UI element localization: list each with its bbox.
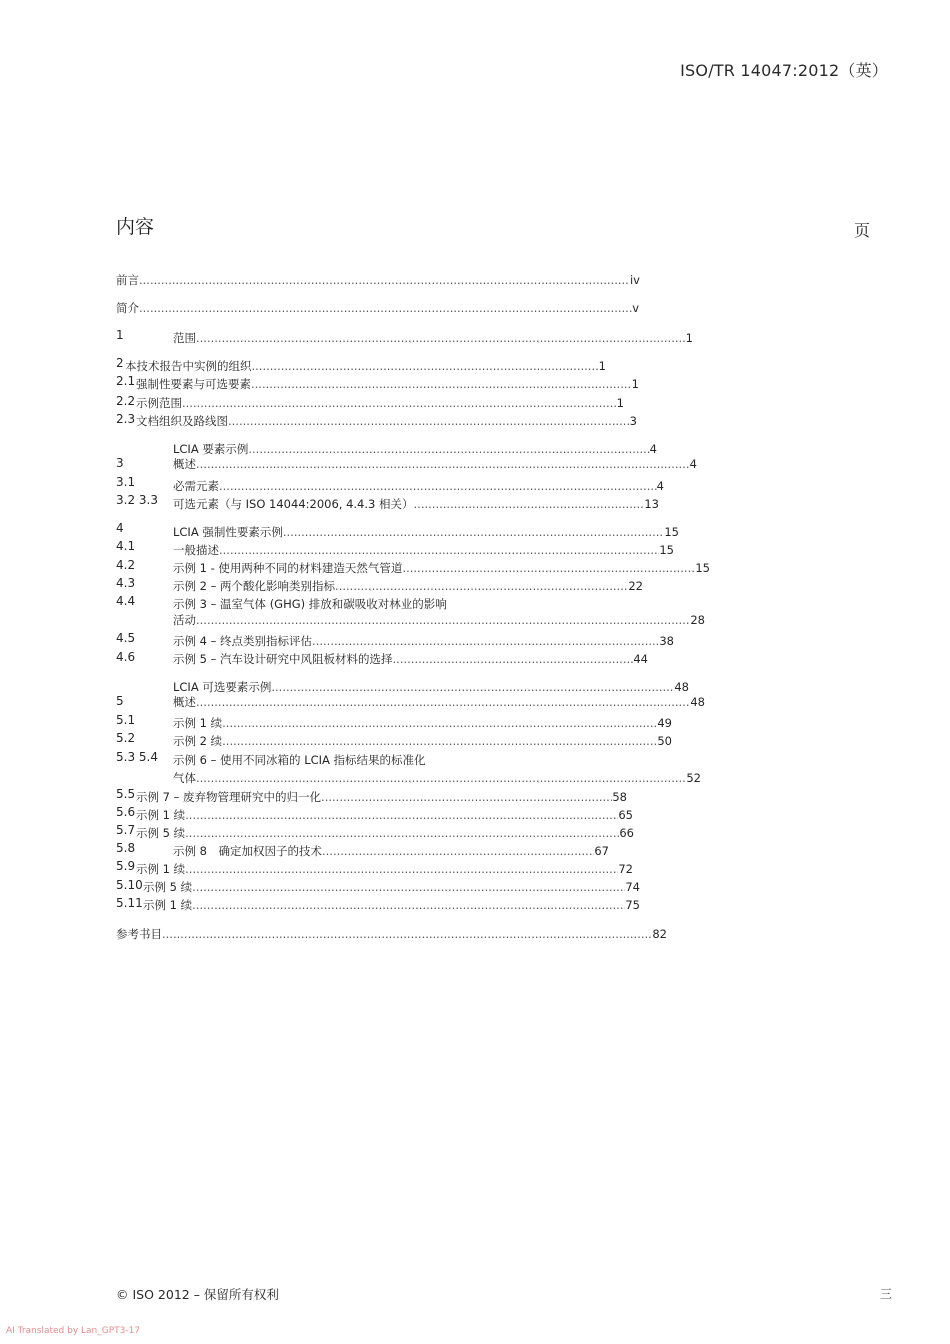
section-number: 2.1 xyxy=(116,374,136,388)
toc-entry-overview[interactable] xyxy=(173,457,697,471)
toc-entry-example-2-cont[interactable] xyxy=(173,734,672,748)
dot-leader xyxy=(139,273,630,287)
section-number: 4 xyxy=(116,521,124,535)
toc-entry-text: 可选元素（与 ISO 14044:2006, 4.4.3 相关） xyxy=(173,497,414,511)
toc-entry-text: 气体 xyxy=(173,771,196,785)
toc-entry-text: 参考书目 xyxy=(116,927,162,941)
dot-leader xyxy=(393,652,634,666)
dot-leader xyxy=(219,543,659,557)
translation-credit: AI Translated by Lan_GPT3-17 xyxy=(6,1326,141,1336)
toc-entry-page: 82 xyxy=(652,927,667,941)
toc-entry-text: 示例 1 - 使用两种不同的材料建造天然气管道 xyxy=(173,561,403,575)
dot-leader xyxy=(192,880,625,894)
dot-leader xyxy=(196,457,690,471)
section-number: 3.1 xyxy=(116,475,136,489)
toc-entry-text: 示例 2 续 xyxy=(173,734,223,748)
toc-entry-roadmap[interactable] xyxy=(136,414,637,428)
dot-leader xyxy=(196,613,690,627)
page-number: 三 xyxy=(880,1287,893,1301)
toc-entry-page: 1 xyxy=(598,359,606,373)
toc-entry-text: 强制性要素与可选要素 xyxy=(136,377,251,391)
toc-entry-text: 活动 xyxy=(173,613,196,627)
dot-leader xyxy=(196,695,690,709)
dot-leader xyxy=(222,716,657,730)
toc-entry-bibliography[interactable] xyxy=(116,927,667,941)
toc-entry-example-5-cont-2[interactable] xyxy=(143,880,640,894)
toc-entry-text: LCIA 强制性要素示例 xyxy=(173,525,283,539)
dot-leader xyxy=(196,331,686,345)
toc-entry-page: 66 xyxy=(619,826,634,840)
toc-entry-page: 50 xyxy=(657,734,672,748)
toc-entry-page: 48 xyxy=(674,680,689,694)
toc-entry-page: 15 xyxy=(664,525,679,539)
toc-entry-text: 示例 4 – 终点类别指标评估 xyxy=(173,634,313,648)
toc-entry-page: 38 xyxy=(659,634,674,648)
toc-entry-page: 3 xyxy=(629,414,637,428)
section-number: 4.5 xyxy=(116,631,136,645)
toc-entry-example-6-line-2[interactable] xyxy=(173,771,701,785)
toc-entry-page: 1 xyxy=(685,331,693,345)
toc-entry-example-6-line-1[interactable]: 示例 6 – 使用不同冰箱的 LCIA 指标结果的标准化 xyxy=(173,753,426,767)
toc-entry-page: 48 xyxy=(690,695,705,709)
toc-entry-scope[interactable] xyxy=(173,331,693,345)
section-number: 2.2 xyxy=(116,394,136,408)
toc-entry-example-8[interactable] xyxy=(173,844,609,858)
section-number: 5.8 xyxy=(116,841,136,855)
toc-entry-page: 15 xyxy=(659,543,674,557)
dot-leader xyxy=(283,525,665,539)
section-number: 4.3 xyxy=(116,576,136,590)
dot-leader xyxy=(192,898,625,912)
toc-entry-example-3-line-2[interactable] xyxy=(173,613,705,627)
dot-leader xyxy=(228,414,630,428)
toc-entry-general-description[interactable] xyxy=(173,543,674,557)
section-number: 5 xyxy=(116,694,124,708)
toc-entry-text: 示例 1 续 xyxy=(136,862,186,876)
toc-entry-example-5-cont[interactable] xyxy=(136,826,634,840)
toc-entry-page: 72 xyxy=(618,862,633,876)
toc-entry-example-1[interactable] xyxy=(173,561,710,575)
dot-leader xyxy=(162,927,652,941)
dot-leader xyxy=(222,734,657,748)
dot-leader xyxy=(312,634,659,648)
toc-entry-text: 示例 1 续 xyxy=(143,898,193,912)
toc-entry-text: 简介 xyxy=(116,301,139,315)
toc-entry-required-elements[interactable] xyxy=(173,479,664,493)
toc-entry-page: 13 xyxy=(644,497,659,511)
toc-entry-text: 示例 5 续 xyxy=(143,880,193,894)
dot-leader xyxy=(402,561,695,575)
toc-entry-page: 75 xyxy=(625,898,640,912)
toc-entry-text: 示例 1 续 xyxy=(136,808,186,822)
toc-entry-text: LCIA 要素示例 xyxy=(173,442,249,456)
dot-leader xyxy=(414,497,645,511)
dot-leader xyxy=(322,844,594,858)
toc-entry-lcia-elements[interactable] xyxy=(173,442,657,456)
section-number: 2 xyxy=(116,356,124,370)
toc-entry-page: 4 xyxy=(656,479,664,493)
dot-leader xyxy=(271,680,674,694)
section-number: 3.2 3.3 xyxy=(116,493,158,507)
toc-entry-page: 4 xyxy=(689,457,697,471)
toc-entry-page: 49 xyxy=(657,716,672,730)
section-number: 1 xyxy=(116,328,124,342)
toc-entry-page: 1 xyxy=(631,377,639,391)
toc-entry-page: iv xyxy=(629,273,640,287)
toc-entry-example-scope[interactable] xyxy=(136,396,624,410)
toc-entry-text: 概述 xyxy=(173,457,196,471)
dot-leader xyxy=(219,479,657,493)
toc-entry-foreword[interactable] xyxy=(116,273,640,287)
document-reference: ISO/TR 14047:2012（英） xyxy=(680,61,888,80)
copyright-notice: © ISO 2012 – 保留所有权利 xyxy=(116,1287,279,1302)
toc-entry-page: 44 xyxy=(633,652,648,666)
dot-leader xyxy=(251,377,632,391)
dot-leader xyxy=(185,808,618,822)
section-number: 4.1 xyxy=(116,539,136,553)
section-number: 5.3 5.4 xyxy=(116,750,158,764)
toc-entry-mandatory-optional[interactable] xyxy=(136,377,639,391)
toc-entry-page: 67 xyxy=(594,844,609,858)
toc-entry-text: 示例 5 续 xyxy=(136,826,186,840)
dot-leader xyxy=(182,396,617,410)
section-number: 4.6 xyxy=(116,650,136,664)
toc-entry-text: 文档组织及路线图 xyxy=(136,414,228,428)
toc-entry-example-2[interactable] xyxy=(173,579,643,593)
toc-entry-page: 65 xyxy=(618,808,633,822)
toc-entry-text: 范围 xyxy=(173,331,196,345)
toc-entry-text: 前言 xyxy=(116,273,139,287)
toc-entry-text: 必需元素 xyxy=(173,479,219,493)
dot-leader xyxy=(185,826,619,840)
section-number: 5.2 xyxy=(116,731,136,745)
toc-entry-introduction[interactable] xyxy=(116,301,639,315)
dot-leader xyxy=(196,771,686,785)
dot-leader xyxy=(252,359,599,373)
toc-entry-optional-elements[interactable] xyxy=(173,497,659,511)
toc-entry-text: 一般描述 xyxy=(173,543,219,557)
toc-entry-text: LCIA 可选要素示例 xyxy=(173,680,272,694)
toc-entry-page: 28 xyxy=(690,613,705,627)
toc-entry-mandatory-examples[interactable] xyxy=(173,525,679,539)
toc-entry-text: 示例 5 – 汽车设计研究中风阻板材料的选择 xyxy=(173,652,393,666)
section-number: 2.3 xyxy=(116,412,136,426)
toc-entry-text: 示例 8 确定加权因子的技术 xyxy=(173,844,322,858)
section-number: 3 xyxy=(116,456,124,470)
toc-entry-example-4[interactable] xyxy=(173,634,674,648)
toc-entry-page: 4 xyxy=(649,442,657,456)
toc-entry-page: v xyxy=(632,301,639,315)
toc-entry-example-1-cont-3[interactable] xyxy=(136,862,633,876)
dot-leader xyxy=(335,579,628,593)
section-number: 5.1 xyxy=(116,713,136,727)
toc-entry-example-7[interactable] xyxy=(136,790,627,804)
toc-title: 内容 xyxy=(116,216,155,238)
section-number: 4.2 xyxy=(116,558,136,572)
toc-entry-text: 概述 xyxy=(173,695,196,709)
toc-entry-page: 74 xyxy=(625,880,640,894)
toc-entry-text: 示例 7 – 废弃物管理研究中的归一化 xyxy=(136,790,322,804)
dot-leader xyxy=(248,442,649,456)
toc-entry-page: 58 xyxy=(612,790,627,804)
toc-entry-page: 1 xyxy=(616,396,624,410)
toc-entry-example-3-line-1[interactable]: 示例 3 – 温室气体 (GHG) 排放和碳吸收对林业的影响 xyxy=(173,597,447,611)
section-number: 5.9 xyxy=(116,859,136,873)
section-number: 5.6 xyxy=(116,805,136,819)
section-number: 5.10 xyxy=(116,878,143,892)
page-column-label: 页 xyxy=(854,221,871,240)
toc-entry-example-1-cont-4[interactable] xyxy=(143,898,640,912)
section-number: 5.5 xyxy=(116,787,136,801)
section-number: 5.7 xyxy=(116,823,136,837)
dot-leader xyxy=(185,862,618,876)
toc-entry-organization[interactable] xyxy=(125,359,606,373)
toc-entry-page: 22 xyxy=(628,579,643,593)
toc-entry-overview-5[interactable] xyxy=(173,695,705,709)
toc-entry-example-5[interactable] xyxy=(173,652,648,666)
section-number: 4.4 xyxy=(116,594,136,608)
dot-leader xyxy=(321,790,612,804)
toc-entry-text: 本技术报告中实例的组织 xyxy=(125,359,252,373)
toc-entry-example-1-cont[interactable] xyxy=(173,716,672,730)
toc-entry-text: 示例 2 – 两个酸化影响类别指标 xyxy=(173,579,336,593)
toc-entry-text: 示例 1 续 xyxy=(173,716,223,730)
toc-entry-optional-examples[interactable] xyxy=(173,680,689,694)
dot-leader xyxy=(139,301,632,315)
toc-entry-page: 52 xyxy=(686,771,701,785)
toc-entry-example-1-cont-2[interactable] xyxy=(136,808,633,822)
toc-entry-page: 15 xyxy=(695,561,710,575)
toc-entry-text: 示例范围 xyxy=(136,396,182,410)
section-number: 5.11 xyxy=(116,896,143,910)
